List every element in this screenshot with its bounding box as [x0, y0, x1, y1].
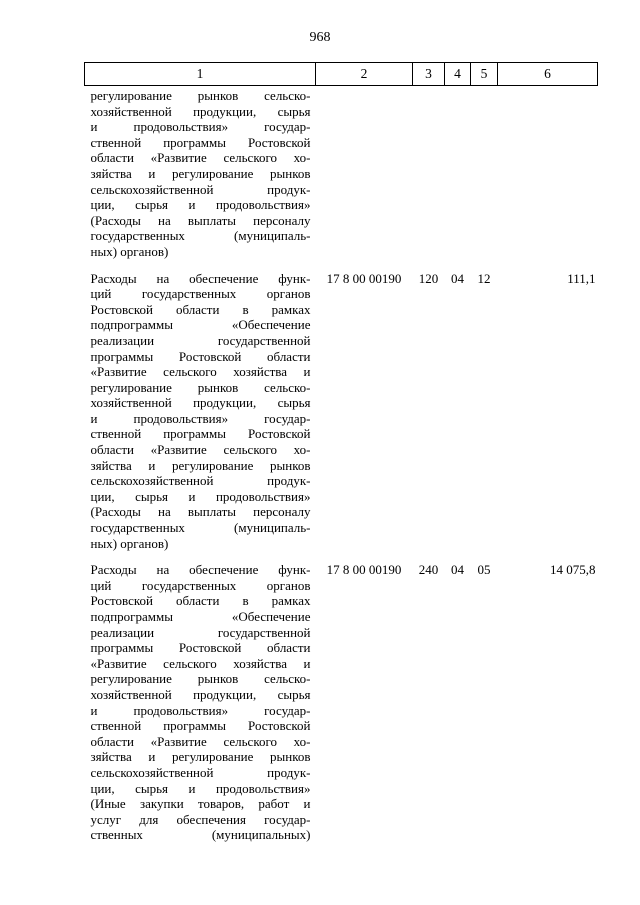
- description-line: регулирование рынков сельско-: [90, 671, 311, 687]
- header-col-4: 4: [445, 63, 471, 86]
- description-line: сельскохозяйственной продук-: [90, 473, 311, 489]
- table-row: [85, 86, 598, 269]
- description-line: ственной программы Ростовской: [90, 426, 311, 442]
- description-line: Ростовской области в рамках: [90, 593, 311, 609]
- description-line: и продовольствия» государ-: [90, 702, 311, 718]
- cell-description: [85, 86, 316, 269]
- description-line: Ростовской области в рамках: [90, 301, 311, 317]
- description-line: государственных (муниципаль-: [90, 520, 311, 536]
- cell-expense-type: 120: [418, 270, 439, 286]
- description-line: ции, сырья и продовольствия»: [90, 488, 311, 504]
- description-line: ственной программы Ростовской: [90, 134, 311, 150]
- description-line: и продовольствия» государ-: [90, 119, 311, 135]
- cell-section: 04: [451, 562, 464, 578]
- description-line: «Развитие сельского хозяйства и: [90, 655, 311, 671]
- description-line: ственных (муниципальных): [90, 827, 311, 843]
- cell-subsection: 05: [477, 562, 491, 578]
- description-line: сельскохозяйственной продук-: [90, 764, 311, 780]
- description-line: услуг для обеспечения государ-: [90, 811, 311, 827]
- table-row: [85, 560, 598, 852]
- description-line: хозяйственной продукции, сырья: [90, 395, 311, 411]
- description-line: ций государственных органов: [90, 286, 311, 302]
- description-line: хозяйственной продукции, сырья: [90, 686, 311, 702]
- table-body: [85, 86, 598, 852]
- description-line: реализации государственной: [90, 624, 311, 640]
- description-line: ции, сырья и продовольствия»: [90, 197, 311, 213]
- description-line: зяйства и регулирование рынков: [90, 165, 311, 181]
- description-line: программы Ростовской области: [90, 348, 311, 364]
- cell-code: 17 8 00 00190: [326, 562, 402, 578]
- header-col-2: 2: [316, 63, 413, 86]
- description-line: области «Развитие сельского хо-: [90, 733, 311, 749]
- description-line: государственных (муниципаль-: [90, 228, 311, 244]
- description-line: Расходы на обеспечение функ-: [90, 270, 311, 286]
- cell-section: 04: [451, 270, 464, 286]
- description-line: регулирование рынков сельско-: [90, 88, 311, 103]
- cell-expense-type: [413, 86, 445, 269]
- header-col-1: 1: [85, 63, 316, 86]
- cell-code: 17 8 00 00190: [326, 270, 402, 286]
- header-col-3: 3: [413, 63, 445, 86]
- table-row: [85, 269, 598, 561]
- description-line: (Расходы на выплаты персоналу: [90, 212, 311, 228]
- description-line: Расходы на обеспечение функ-: [90, 562, 311, 578]
- description-line: (Иные закупки товаров, работ и: [90, 796, 311, 812]
- description-line: сельскохозяйственной продук-: [90, 181, 311, 197]
- description-line: подпрограммы «Обеспечение: [90, 317, 311, 333]
- description-line: области «Развитие сельского хо-: [90, 442, 311, 458]
- cell-amount: 14 075,8: [550, 562, 596, 578]
- cell-subsection: 12: [477, 270, 491, 286]
- description-line: хозяйственной продукции, сырья: [90, 103, 311, 119]
- table-header-row: [85, 63, 598, 86]
- description-line: ции, сырья и продовольствия»: [90, 780, 311, 796]
- description-line: зяйства и регулирование рынков: [90, 457, 311, 473]
- description-line: ственной программы Ростовской: [90, 718, 311, 734]
- budget-table: [84, 62, 598, 852]
- description-line: (Расходы на выплаты персоналу: [90, 504, 311, 520]
- cell-description: [85, 560, 316, 852]
- cell-subsection: [471, 86, 498, 269]
- description-line: области «Развитие сельского хо-: [90, 150, 311, 166]
- description-line: «Развитие сельского хозяйства и: [90, 364, 311, 380]
- description-line: ных) органов): [90, 243, 169, 259]
- description-line: ций государственных органов: [90, 577, 311, 593]
- description-line: подпрограммы «Обеспечение: [90, 609, 311, 624]
- page-number: 968: [309, 30, 331, 45]
- cell-expense-type: 240: [418, 562, 439, 578]
- cell-description: [85, 269, 316, 561]
- description-line: реализации государственной: [90, 332, 311, 348]
- cell-amount: 111,1: [567, 270, 596, 286]
- header-col-5: 5: [471, 63, 498, 86]
- cell-code: [316, 86, 413, 269]
- description-line: программы Ростовской области: [90, 640, 311, 656]
- cell-amount: [498, 86, 598, 269]
- cell-section: [445, 86, 471, 269]
- description-line: регулирование рынков сельско-: [90, 379, 311, 395]
- description-line: и продовольствия» государ-: [90, 410, 311, 426]
- description-line: ных) органов): [90, 535, 169, 551]
- header-col-6: 6: [498, 63, 598, 86]
- description-line: зяйства и регулирование рынков: [90, 749, 311, 765]
